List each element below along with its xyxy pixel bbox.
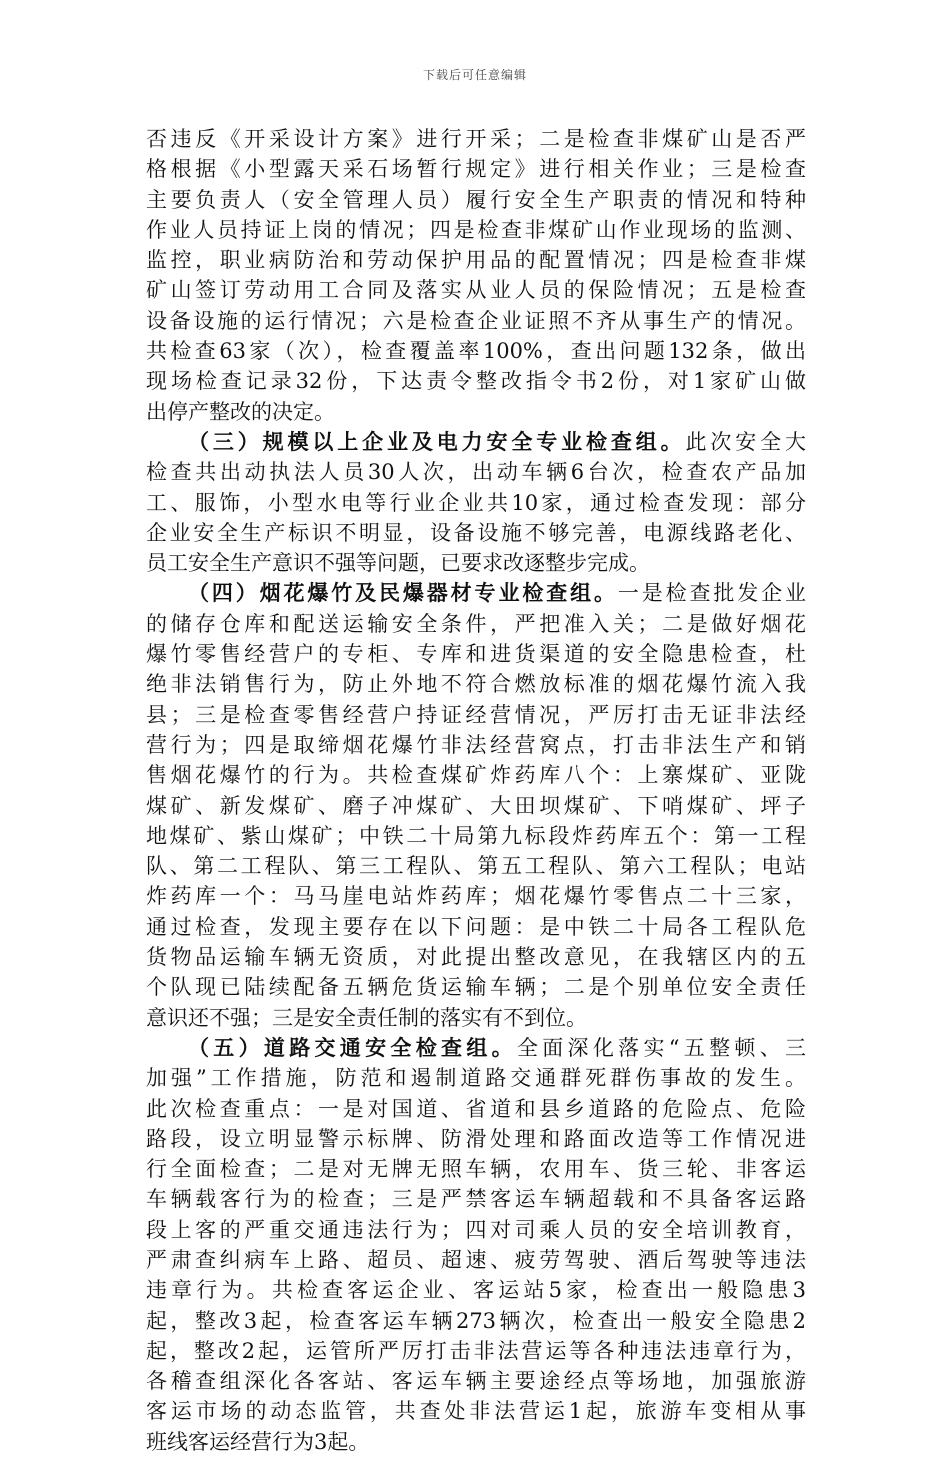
text-line — [146, 1033, 806, 1063]
text-line: 个队现已陆续配备五辆危货运输车辆；二是个别单位安全责任 — [146, 975, 806, 1000]
section-heading: （四）烟花爆竹及民爆器材专业检查组。 — [188, 580, 618, 606]
text-line: 爆竹零售经营户的专柜、专库和进货渠道的安全隐患检查，杜 — [146, 642, 806, 667]
text-line: 此次检查重点：一是对国道、省道和县乡道路的危险点、危险 — [146, 1096, 806, 1121]
text-line: 路段，设立明显警示标牌、防滑处理和路面改造等工作情况进 — [146, 1126, 806, 1151]
text-line: 矿山签订劳动用工合同及落实从业人员的保险情况；五是检查 — [146, 278, 806, 303]
text-line: 车辆载客行为的检查；三是严禁客运车辆超载和不具备客运路 — [146, 1187, 806, 1212]
paragraph-section-three — [146, 427, 806, 578]
text-line: 起，整改2起，运管所严厉打击非法营运等各种违法违章行为， — [146, 1338, 806, 1363]
text-line: 煤矿、新发煤矿、磨子冲煤矿、大田坝煤矿、下哨煤矿、坪子 — [146, 793, 806, 818]
text-line: 队、第二工程队、第三工程队、第五工程队、第六工程队；电站 — [146, 854, 806, 879]
text-line: 作业人员持证上岗的情况；四是检查非煤矿山作业现场的监测、 — [146, 217, 806, 242]
text-line: 行全面检查；二是对无牌无照车辆，农用车、货三轮、非客运 — [146, 1157, 806, 1182]
text-line: 加强”工作措施，防范和遏制道路交通群死群伤事故的发生。 — [146, 1066, 806, 1091]
paragraph-mining-continued — [146, 124, 806, 427]
text-line: 严肃查纠病车上路、超员、超速、疲劳驾驶、酒后驾驶等违法 — [146, 1247, 806, 1272]
text-line: 货物品运输车辆无资质，对此提出整改意见，在我辖区内的五 — [146, 945, 806, 970]
text-line: 员工安全生产意识不强等问题，已要求改逐整步完成。 — [146, 551, 650, 576]
text-line: 地煤矿、紫山煤矿；中铁二十局第九标段炸药库五个：第一工程 — [146, 823, 806, 848]
text-line: 通过检查，发现主要存在以下问题：是中铁二十局各工程队危 — [146, 914, 806, 939]
heading-rest-text: 一是检查批发企业 — [617, 581, 806, 606]
text-line: 意识还不强；三是安全责任制的落实有不到位。 — [146, 1005, 587, 1030]
heading-rest-text: 此次安全大 — [685, 429, 806, 454]
text-line — [146, 427, 806, 457]
text-line: 的储存仓库和配送运输安全条件，严把准入关；二是做好烟花 — [146, 611, 806, 636]
text-line: 违章行为。共检查客运企业、客运站5家，检查出一般隐患3 — [146, 1278, 806, 1303]
text-line: 营行为；四是取缔烟花爆竹非法经营窝点，打击非法生产和销 — [146, 732, 806, 757]
text-line: 售烟花爆竹的行为。共检查煤矿炸药库八个：上寨煤矿、亚陇 — [146, 763, 806, 788]
section-heading: （三）规模以上企业及电力安全专业检查组。 — [188, 428, 686, 454]
heading-rest-text: 全面深化落实“五整顿、三 — [516, 1035, 806, 1060]
text-line: 格根据《小型露天采石场暂行规定》进行相关作业；三是检查 — [146, 157, 806, 182]
text-line: 出停产整改的决定。 — [146, 399, 335, 424]
text-line: 起，整改3起，检查客运车辆273辆次，检查出一般安全隐患2 — [146, 1308, 806, 1333]
text-line: 共检查63家（次），检查覆盖率100%，查出问题132条，做出 — [146, 339, 806, 364]
text-line: 客运市场的动态监管，共查处非法营运1起，旅游车变相从事 — [146, 1399, 806, 1424]
section-heading: （五）道路交通安全检查组。 — [188, 1034, 517, 1060]
page-header: 下载后可任意编辑 — [422, 68, 527, 82]
text-line: 段上客的严重交通违法行为；四对司乘人员的安全培训教育， — [146, 1217, 806, 1242]
paragraph-section-five — [146, 1033, 806, 1457]
text-line: 否违反《开采设计方案》进行开采；二是检查非煤矿山是否严 — [146, 127, 806, 151]
text-line: 监控，职业病防治和劳动保护用品的配置情况；四是检查非煤 — [146, 248, 806, 273]
text-line: 炸药库一个：马马崖电站炸药库；烟花爆竹零售点二十三家， — [146, 884, 806, 909]
paragraph-section-four — [146, 578, 806, 1032]
text-line: 设备设施的运行情况；六是检查企业证照不齐从事生产的情况。 — [146, 308, 806, 333]
text-line: 各稽查组深化各客站、客运车辆主要途经点等场地，加强旅游 — [146, 1369, 806, 1394]
document-body — [146, 124, 806, 1457]
text-line: 检查共出动执法人员30人次，出动车辆6台次，检查农产品加 — [146, 460, 806, 485]
text-line: 工、服饰，小型水电等行业企业共10家，通过检查发现：部分 — [146, 490, 806, 515]
text-line — [146, 578, 806, 608]
text-line: 企业安全生产标识不明显，设备设施不够完善，电源线路老化、 — [146, 520, 806, 545]
text-line: 县；三是检查零售经营户持证经营情况，严厉打击无证非法经 — [146, 702, 806, 727]
text-line: 班线客运经营行为3起。 — [146, 1429, 370, 1454]
text-line: 主要负责人（安全管理人员）履行安全生产职责的情况和特种 — [146, 187, 806, 212]
text-line: 现场检查记录32份，下达责令整改指令书2份，对1家矿山做 — [146, 369, 806, 394]
text-line: 绝非法销售行为，防止外地不符合燃放标准的烟花爆竹流入我 — [146, 672, 806, 697]
